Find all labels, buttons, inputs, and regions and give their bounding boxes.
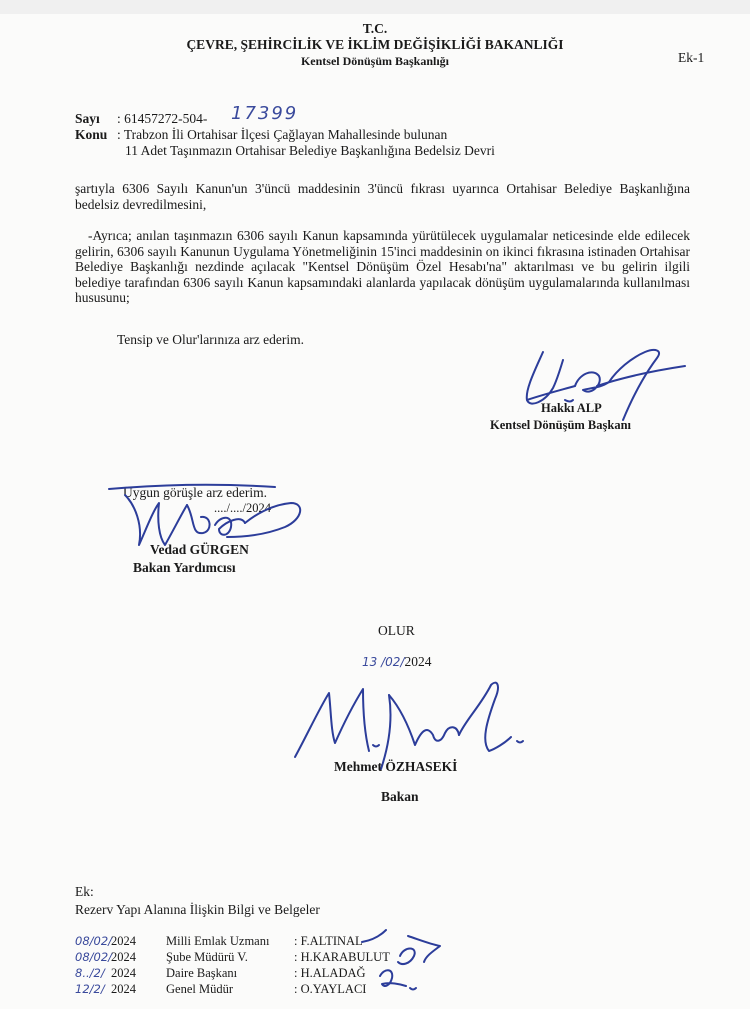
approval-row-3-date-hand: 8../2/ (75, 966, 105, 980)
approval-row-3-year: 2024 (111, 966, 136, 980)
approval-row-4-date-hand: 12/2/ (75, 982, 105, 996)
signer2-title: Bakan Yardımcısı (133, 560, 236, 575)
approval-row-2-year: 2024 (111, 950, 136, 964)
konu-line-1: : Trabzon İli Ortahisar İlçesi Çağlayan Mahallesinde bulunan (117, 127, 448, 142)
sayi-value: : 61457272-504- (117, 111, 208, 126)
signer1-title: Kentsel Dönüşüm Başkanı (490, 418, 632, 432)
paragraph-3: Tensip ve Olur'larınıza arz ederim. (117, 332, 305, 347)
top-margin (0, 0, 750, 14)
signer1-name: Hakkı ALP (541, 401, 602, 415)
paragraph-2 (75, 228, 690, 306)
signer2-note: Uygun görüşle arz ederim. (123, 485, 267, 500)
approval-row-4-year: 2024 (111, 982, 136, 996)
annex-label: Ek-1 (678, 50, 705, 65)
konu-line-2: 11 Adet Taşınmazın Ortahisar Belediye Başkanlığına Bedelsiz Devri (125, 143, 495, 158)
sayi-handwritten-number: 17399 (231, 103, 299, 124)
header-ministry: ÇEVRE, ŞEHİRCİLİK VE İKLİM DEĞİŞİKLİĞİ BAKANLIĞI (186, 37, 564, 52)
approval-row-4-name: : O.YAYLACI (294, 982, 367, 996)
header-department: Kentsel Dönüşüm Başkanlığı (300, 54, 450, 68)
konu-label: Konu (75, 127, 108, 142)
approval-row-1-name: : F.ALTINAL (294, 934, 363, 948)
approval-row-2-name: : H.KARABULUT (294, 950, 390, 964)
attachments-label: Ek: (75, 884, 94, 899)
approval-row-4-role: Genel Müdür (166, 982, 233, 996)
approval-row-3-name: : H.ALADAĞ (294, 966, 366, 980)
header-tc: T.C. (362, 21, 388, 36)
paragraph-1 (75, 181, 690, 212)
approval-row-2-date-hand: 08/02/ (75, 950, 113, 964)
olur-label: OLUR (378, 623, 415, 638)
signer2-date: ..../..../2024 (214, 501, 271, 515)
approval-date-year: 2024 (404, 654, 432, 669)
approval-row-1-year: 2024 (111, 934, 136, 948)
table-initials (360, 926, 450, 1006)
signer2-name: Vedad GÜRGEN (150, 542, 249, 557)
approval-row-1-date-hand: 08/02/ (75, 934, 113, 948)
approval-row-3-role: Daire Başkanı (166, 966, 238, 980)
sayi-label: Sayı (75, 111, 100, 126)
paragraph-2-text: -Ayrıca; anılan taşınmazın 6306 sayılı Kanun kapsamında yürütülecek uygulamalar neticesinde elde edilecek gelirin, 6306 sayılı Kanunun Uygulama Yönetmeliğinin 15'inci maddesinin on ikinci fıkrasına istinaden Ortahisar Belediye Başkanlığı nezdinde açılacak "Kentsel Dönüşüm Özel Hesabı'na" aktarılması ve bu gelirin ilgili belediye tarafından 6306 sayılı Kanun kapsamındaki alanlarda yapılacak dönüşüm uygulamalarında kullanılması hususunu; (75, 228, 690, 306)
paragraph-1-text: şartıyla 6306 Sayılı Kanun'un 3'üncü maddesinin 3'üncü fıkrası uyarınca Ortahisar Belediye Başkanlığına bedelsiz devredilmesini, (75, 181, 690, 212)
approver-name: Mehmet ÖZHASEKİ (334, 759, 458, 774)
attachments-item: Rezerv Yapı Alanına İlişkin Bilgi ve Belgeler (75, 902, 320, 917)
approver-title: Bakan (381, 789, 419, 804)
approval-row-1-role: Milli Emlak Uzmanı (166, 934, 270, 948)
approval-row-2-role: Şube Müdürü V. (166, 950, 248, 964)
approval-date-handwritten: 13 /02/ (362, 655, 405, 669)
